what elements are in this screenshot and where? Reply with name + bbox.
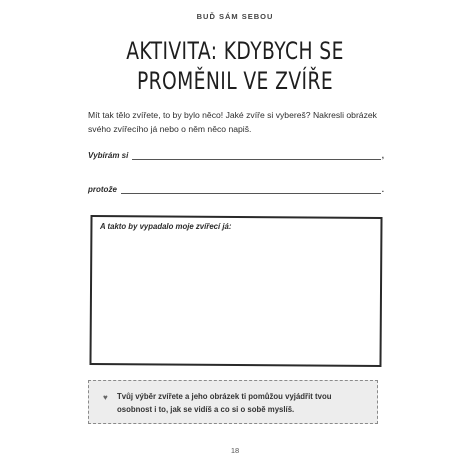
because-punctuation: . [381,185,384,194]
because-fill-line [88,180,384,194]
intro-paragraph: Mít tak tělo zvířete, to by bylo něco! Jaké zvíře si vybereš? Nakresli obrázek svého zvířecího já nebo o něm něco napiš. [88,110,377,134]
choice-label: Vybírám si [88,151,129,160]
drawing-box[interactable] [89,215,382,367]
choice-write-line[interactable] [132,151,380,160]
choice-punctuation: , [381,151,384,160]
page-number: 18 [230,446,240,455]
activity-title [52,36,419,96]
drawing-box-label: A takto by vypadalo moje zvířecí já: [100,222,232,231]
because-label: protože [88,185,117,194]
heart-icon: ♥ [103,393,108,402]
because-write-line[interactable] [121,185,381,194]
running-header: BUĎ SÁM SEBOU [196,12,274,21]
activity-title-line-2: PROMĚNIL VE ZVÍŘE [136,67,334,95]
tip-text: Tvůj výběr zvířete a jeho obrázek ti pomůžou vyjádřit tvou osobnost i to, jak se vidíš a co si o sobě myslíš. [117,392,332,414]
choice-fill-line [88,146,384,160]
activity-title-line-1: AKTIVITA: KDYBYCH SE [126,37,344,65]
